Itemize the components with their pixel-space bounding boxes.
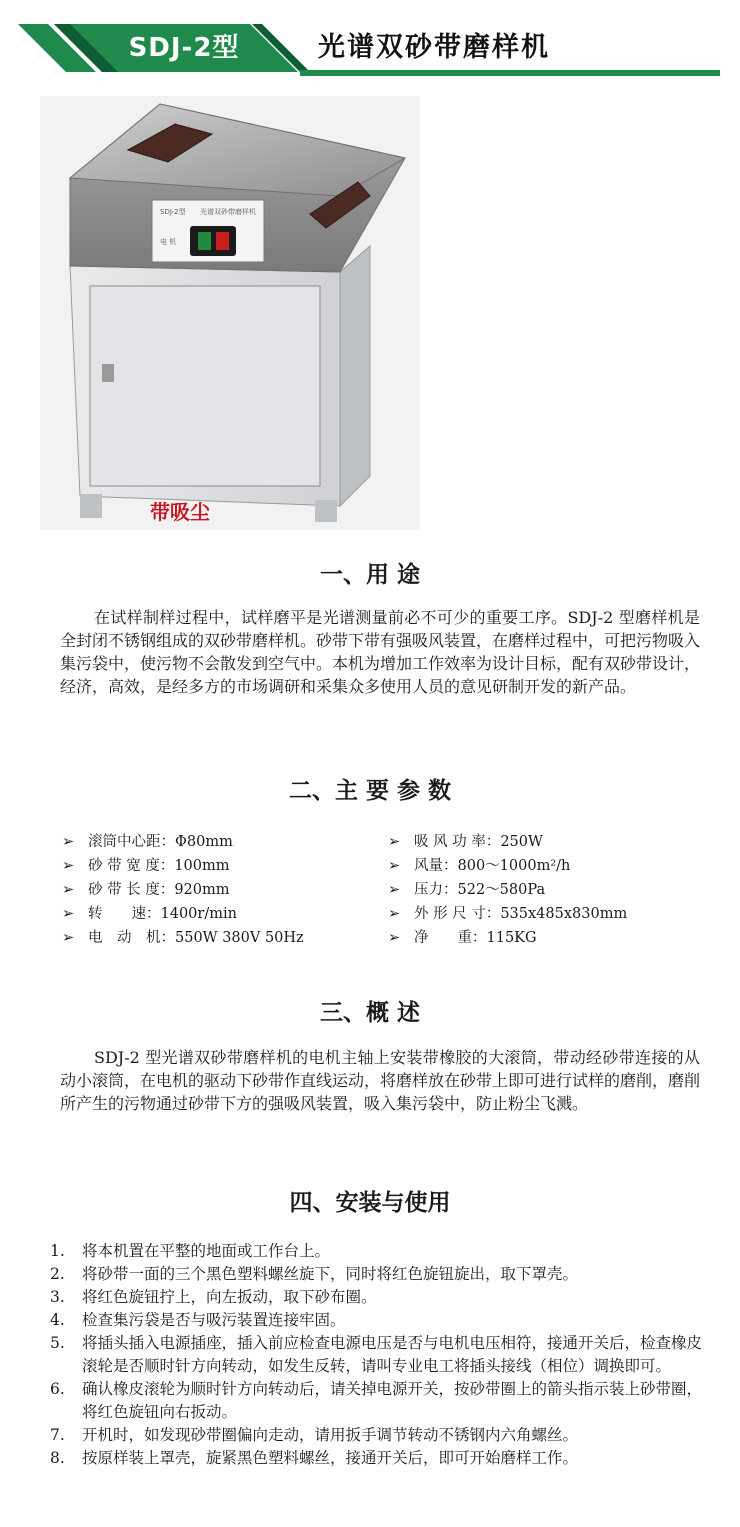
params-title: 二、主 要 参 数 [288,777,452,804]
list-item [50,1309,710,1332]
panel-right-text: 光谱双砂带磨样机 [200,208,256,216]
param-text: 滚筒中心距：Φ80mm [88,834,233,850]
step-number: 2. [50,1265,65,1283]
step-number: 6. [50,1380,65,1398]
param-item [388,830,627,854]
step-text: 检查集污袋是否与吸污装置连接牢固。 [82,1311,346,1329]
product-title: 光谱双砂带磨样机 [318,32,550,63]
param-item [388,926,627,950]
step-text: 开机时，如发现砂带圈偏向走动，请用扳手调节转动不锈钢内六角螺丝。 [82,1426,579,1444]
list-item [50,1378,710,1424]
install-title: 四、安装与使用 [289,1189,451,1216]
bullet-arrow-icon: ➢ [62,834,75,850]
step-number: 5. [50,1334,65,1352]
step-text: 将红色旋钮拧上，向左扳动，取下砂布圈。 [82,1288,377,1306]
param-text: 砂 带 长 度：920mm [88,882,230,898]
install-steps [50,1240,710,1470]
list-item [50,1332,710,1378]
bullet-arrow-icon: ➢ [62,906,75,922]
model-label: SDJ-2型 [128,33,240,63]
step-text: 将砂带一面的三个黑色塑料螺丝旋下，同时将红色旋钮旋出，取下罩壳。 [82,1265,579,1283]
param-item [62,902,304,926]
param-text: 砂 带 宽 度：100mm [88,858,230,874]
param-text: 压力：522～580Pa [414,882,546,898]
bullet-arrow-icon: ➢ [388,858,401,874]
step-text: 将本机置在平整的地面或工作台上。 [82,1242,331,1260]
param-text: 吸 风 功 率：250W [414,834,543,850]
param-item [388,878,627,902]
step-number: 1. [50,1242,65,1260]
bullet-arrow-icon: ➢ [388,834,401,850]
step-number: 7. [50,1426,65,1444]
usage-title: 一、用 途 [319,561,420,588]
param-text: 风量：800～1000m²/h [414,858,571,874]
param-text: 转 速：1400r/min [88,906,237,922]
list-item [50,1263,710,1286]
bullet-arrow-icon: ➢ [388,882,401,898]
param-item [62,926,304,950]
list-item [50,1424,710,1447]
bullet-arrow-icon: ➢ [62,930,75,946]
usage-text: 在试样制样过程中，试样磨平是光谱测量前必不可少的重要工序。SDJ-2 型磨样机是全封闭不锈钢组成的双砂带磨样机。砂带下带有强吸风装置，在磨样过程中，可把污物吸入集污袋中，使污物不会散发到空气中。本机为增加工作效率为设计目标，配有双砂带设计，经济，高效，是经多方的市场调研和采集众多使用人员的意见研制开发的新产品。 [60,608,701,696]
bullet-arrow-icon: ➢ [62,882,75,898]
param-item [62,878,304,902]
list-item [50,1240,710,1263]
step-text: 确认橡皮滚轮为顺时针方向转动后，请关掉电源开关，按砂带圈上的箭头指示装上砂带圈，将红色旋钮向右扳动。 [82,1380,703,1421]
step-number: 3. [50,1288,65,1306]
param-text: 外 形 尺 寸：535x485x830mm [414,906,628,922]
step-number: 8. [50,1449,65,1467]
machine-photo [40,96,420,530]
list-item [50,1447,710,1470]
photo-caption: 带吸尘 [150,500,210,524]
param-item [388,854,627,878]
list-item [50,1286,710,1309]
overview-title: 三、概 述 [319,999,420,1026]
step-number: 4. [50,1311,65,1329]
param-text: 净 重：115KG [414,930,537,946]
header-banner [0,0,740,90]
params-left-list [62,830,304,950]
bullet-arrow-icon: ➢ [388,930,401,946]
machine-illustration [40,96,420,530]
panel-left-text: SDJ-2型 [160,208,186,216]
bullet-arrow-icon: ➢ [62,858,75,874]
panel-switch-text: 电 机 [160,238,177,246]
param-item [388,902,627,926]
param-text: 电 动 机：550W 380V 50Hz [88,930,304,946]
step-text: 按原样装上罩壳，旋紧黑色塑料螺丝，接通开关后，即可开始磨样工作。 [82,1449,579,1467]
overview-text: SDJ-2 型光谱双砂带磨样机的电机主轴上安装带橡胶的大滚筒，带动经砂带连接的从动小滚筒，在电机的驱动下砂带作直线运动，将磨样放在砂带上即可进行试样的磨削，磨削所产生的污物通过砂带下方的强吸风装置，吸入集污袋中，防止粉尘飞溅。 [60,1048,701,1113]
step-text: 将插头插入电源插座，插入前应检查电源电压是否与电机电压相符，接通开关后，检查橡皮滚轮是否顺时针方向转动，如发生反转，请叫专业电工将插头接线（相位）调换即可。 [82,1334,703,1375]
param-item [62,854,304,878]
bullet-arrow-icon: ➢ [388,906,401,922]
params-right-list [388,830,627,950]
param-item [62,830,304,854]
